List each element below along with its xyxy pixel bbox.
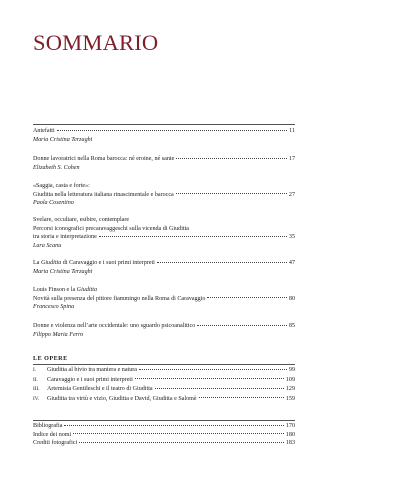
opere-section — [33, 355, 295, 364]
back-item-page: 180 — [285, 431, 295, 438]
toc-entry-author: Paola Cosentino — [33, 200, 74, 206]
back-item[interactable] — [33, 431, 295, 440]
dot-leader — [57, 130, 287, 131]
page-title: SOMMARIO — [33, 30, 159, 55]
opere-item-number: IV. — [33, 395, 40, 402]
back-item[interactable] — [33, 439, 295, 448]
title-italic-part: Giuditta — [40, 260, 62, 266]
toc-entry — [33, 322, 295, 339]
title-part: di Caravaggio e i suoi primi interpreti — [61, 260, 155, 266]
opere-item-title: Giuditta al bivio tra maniera e natura — [47, 367, 138, 373]
toc-entry-author: Lara Scanu — [33, 242, 62, 249]
toc-entry — [33, 259, 295, 276]
opere-item-title: Giuditta tra virtù e vizio, Giuditta e David, Giuditta e Salomè — [47, 395, 197, 402]
toc-entry — [33, 127, 295, 144]
back-item-title: Crediti fotografici — [33, 440, 78, 446]
toc-entry — [33, 286, 295, 312]
back-matter — [33, 422, 295, 448]
dot-leader — [64, 425, 283, 426]
toc-entry-page: 47 — [288, 260, 295, 266]
dot-leader — [73, 433, 284, 434]
opere-item-page: 129 — [285, 386, 295, 392]
opere-item-page: 99 — [288, 367, 295, 373]
toc-entry-author: Elizabeth S. Cohen — [33, 164, 80, 171]
toc-entry-title-row[interactable] — [33, 322, 295, 331]
dot-leader — [157, 262, 287, 263]
toc-entry-title-row[interactable] — [33, 191, 295, 200]
back-item-page: 183 — [285, 440, 295, 446]
toc-entry-title-row[interactable] — [33, 259, 295, 268]
opere-item[interactable] — [33, 376, 295, 385]
toc-entry-page: 11 — [289, 128, 295, 134]
toc-entry-subtitle: Novità sulla presenza del pittore fiammingo nella Roma di Caravaggio — [33, 295, 206, 302]
toc-entry-page: 35 — [288, 234, 295, 240]
toc-entry-author: Francesco Spina — [33, 304, 75, 310]
dot-leader — [99, 236, 287, 237]
dot-leader — [176, 193, 287, 194]
dot-leader — [139, 369, 287, 370]
toc-entry-title: Donne lavoratrici nella Roma barocca: né eroine, né sante — [33, 156, 175, 162]
toc-entry-author: Maria Cristina Terzaghi — [33, 136, 93, 143]
back-item-page: 170 — [285, 423, 295, 429]
dot-leader — [197, 325, 287, 326]
toc-entry-title-row[interactable] — [33, 155, 295, 164]
toc-entry-title-row[interactable] — [33, 127, 295, 136]
opere-item-page: 159 — [285, 395, 295, 402]
dot-leader — [199, 397, 284, 398]
dot-leader — [207, 297, 286, 298]
title-part: La — [33, 260, 41, 266]
title-part: Louis Finson e la — [33, 287, 77, 293]
toc-entry-page: 85 — [288, 323, 295, 329]
toc-entry-title-row[interactable] — [33, 295, 295, 304]
opere-item-title: Caravaggio e i suoi primi interpreti — [47, 376, 133, 383]
toc-entry-page: 17 — [288, 156, 295, 162]
back-item[interactable] — [33, 422, 295, 431]
toc-entry-author: Filippo Maria Ferro — [33, 331, 84, 338]
toc-entry — [33, 182, 295, 208]
dot-leader — [79, 442, 284, 443]
toc-entry-subtitle: tra storia e interpretazione — [33, 234, 97, 240]
toc-entry-title — [33, 259, 155, 268]
title-italic-part: Giuditta — [76, 287, 97, 293]
toc-entry-page: 27 — [288, 191, 295, 198]
opere-list — [33, 366, 295, 403]
opere-item-number: II. — [33, 376, 38, 383]
back-item-title: Bibliografia — [33, 423, 63, 429]
opere-item[interactable] — [33, 385, 295, 394]
opere-item[interactable] — [33, 395, 295, 404]
toc-entry — [33, 155, 295, 172]
top-rule — [33, 124, 295, 125]
back-rule — [33, 420, 295, 421]
toc-entry-title: Svelare, occultare, esibire, contemplare — [33, 217, 130, 223]
dot-leader — [135, 378, 284, 379]
toc-entry-author: Maria Cristina Terzaghi — [33, 268, 93, 275]
toc-entry-title: Donne e violenza nell’arte occidentale: uno sguardo psicoanalitico — [33, 323, 196, 329]
dot-leader — [155, 388, 284, 389]
opere-item[interactable] — [33, 366, 295, 375]
dot-leader — [176, 158, 287, 159]
opere-heading: LE OPERE — [33, 356, 68, 362]
toc-entry-subtitle: Percorsi iconografici precaravaggeschi sulla vicenda di Giuditta — [33, 225, 190, 232]
opere-rule — [33, 364, 295, 365]
toc-entry-page: 80 — [288, 295, 295, 302]
toc-entry — [33, 216, 295, 250]
toc-entry-title: Antefatti — [33, 128, 55, 134]
toc-entry-title — [33, 286, 295, 295]
toc-entry-title-row[interactable] — [33, 233, 295, 242]
opere-item-page: 109 — [285, 376, 295, 383]
back-item-title: Indice dei nomi — [33, 431, 72, 438]
toc-entry-subtitle: Giuditta nella letteratura italiana rinascimentale e barocca — [33, 191, 174, 198]
toc-entry-title: «Saggia, casta e forte»: — [33, 183, 90, 189]
opere-item-title: Artemisia Gentileschi e il teatro di Giuditta — [47, 386, 153, 392]
opere-item-number: III. — [33, 386, 40, 392]
opere-item-number: I. — [33, 367, 37, 373]
